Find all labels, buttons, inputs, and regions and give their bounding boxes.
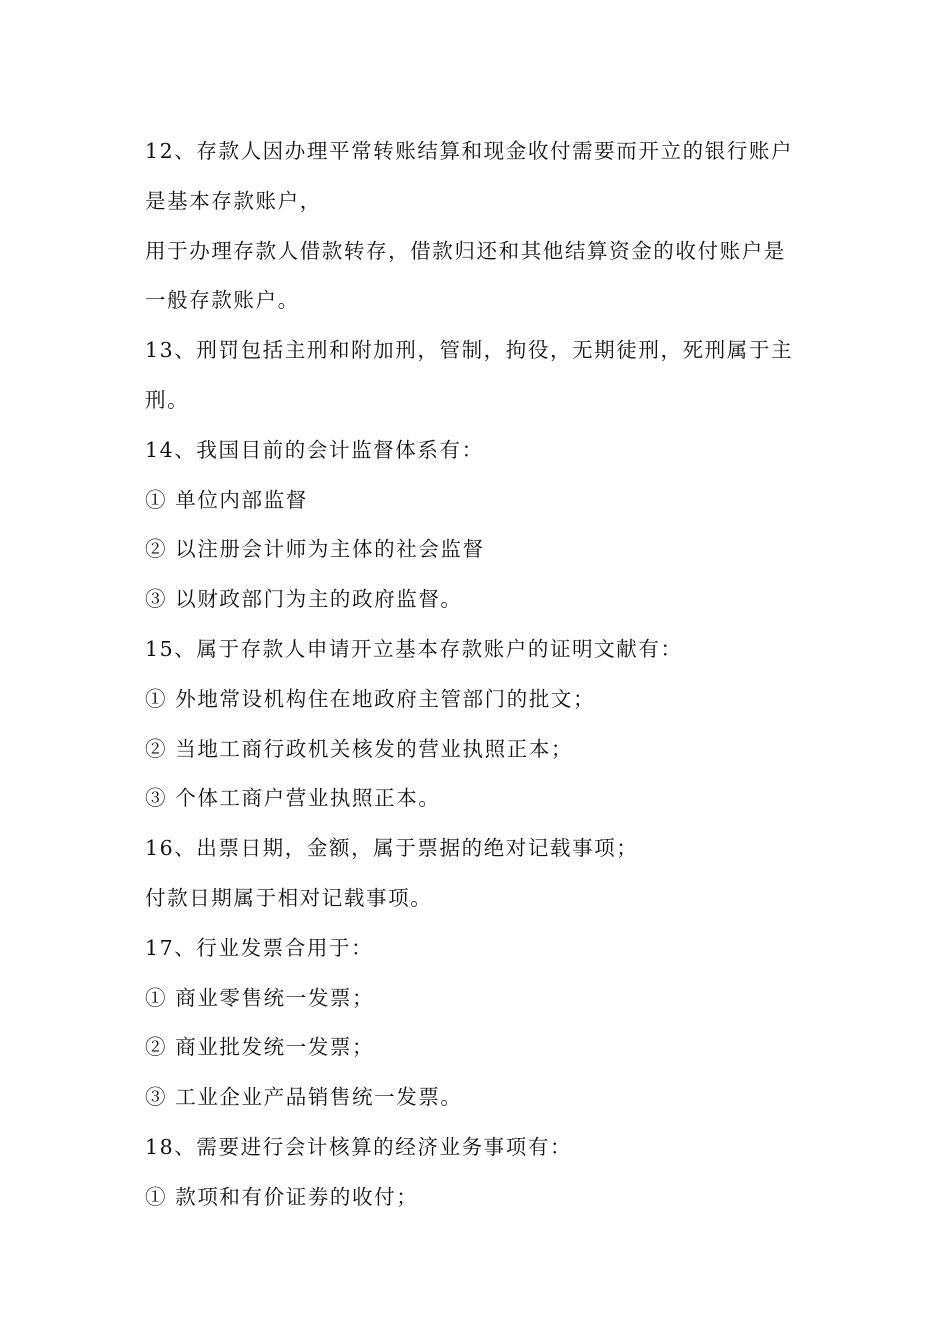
document-body (145, 127, 805, 1223)
list-item: ① 商业零售统一发票； (145, 985, 375, 1010)
list-item: ③ 个体工商户营业执照正本。 (145, 786, 441, 811)
list-item: ③ 工业企业产品销售统一发票。 (145, 1085, 463, 1110)
text-line: 14、我国目前的会计监督体系有： (145, 437, 484, 462)
text-line: 12、存款人因办理平常转账结算和现金收付需要而开立的银行账户 (145, 139, 794, 163)
list-item: ② 商业批发统一发票； (145, 1035, 375, 1060)
list-item: ② 以注册会计师为主体的社会监督 (145, 537, 485, 562)
text-line: 刑。 (145, 387, 190, 412)
list-item: ① 款项和有价证劵的收付； (145, 1184, 419, 1209)
list-item: ① 外地常设机构住在地政府主管部门的批文； (145, 686, 596, 711)
text-line: 用于办理存款人借款转存，借款归还和其他结算资金的收付账户是 (145, 238, 786, 263)
text-line: 18、需要进行会计核算的经济业务事项有： (145, 1134, 573, 1159)
text-line: 付款日期属于相对记载事项。 (145, 885, 433, 910)
list-item: ③ 以财政部门为主的政府监督。 (145, 587, 463, 612)
text-line: 是基本存款账户， (145, 188, 322, 213)
text-line: 16、出票日期，金额，属于票据的绝对记载事项； (145, 836, 639, 861)
text-line: 17、行业发票合用于： (145, 935, 374, 960)
list-item: ② 当地工商行政机关核发的营业执照正本； (145, 736, 574, 761)
text-line: 13、刑罚包括主刑和附加刑，管制，拘役，无期徒刑，死刑属于主 (145, 338, 794, 363)
text-line: 一般存款账户。 (145, 288, 300, 313)
list-item: ① 单位内部监督 (145, 487, 308, 512)
text-line: 15、属于存款人申请开立基本存款账户的证明文献有： (145, 636, 683, 661)
